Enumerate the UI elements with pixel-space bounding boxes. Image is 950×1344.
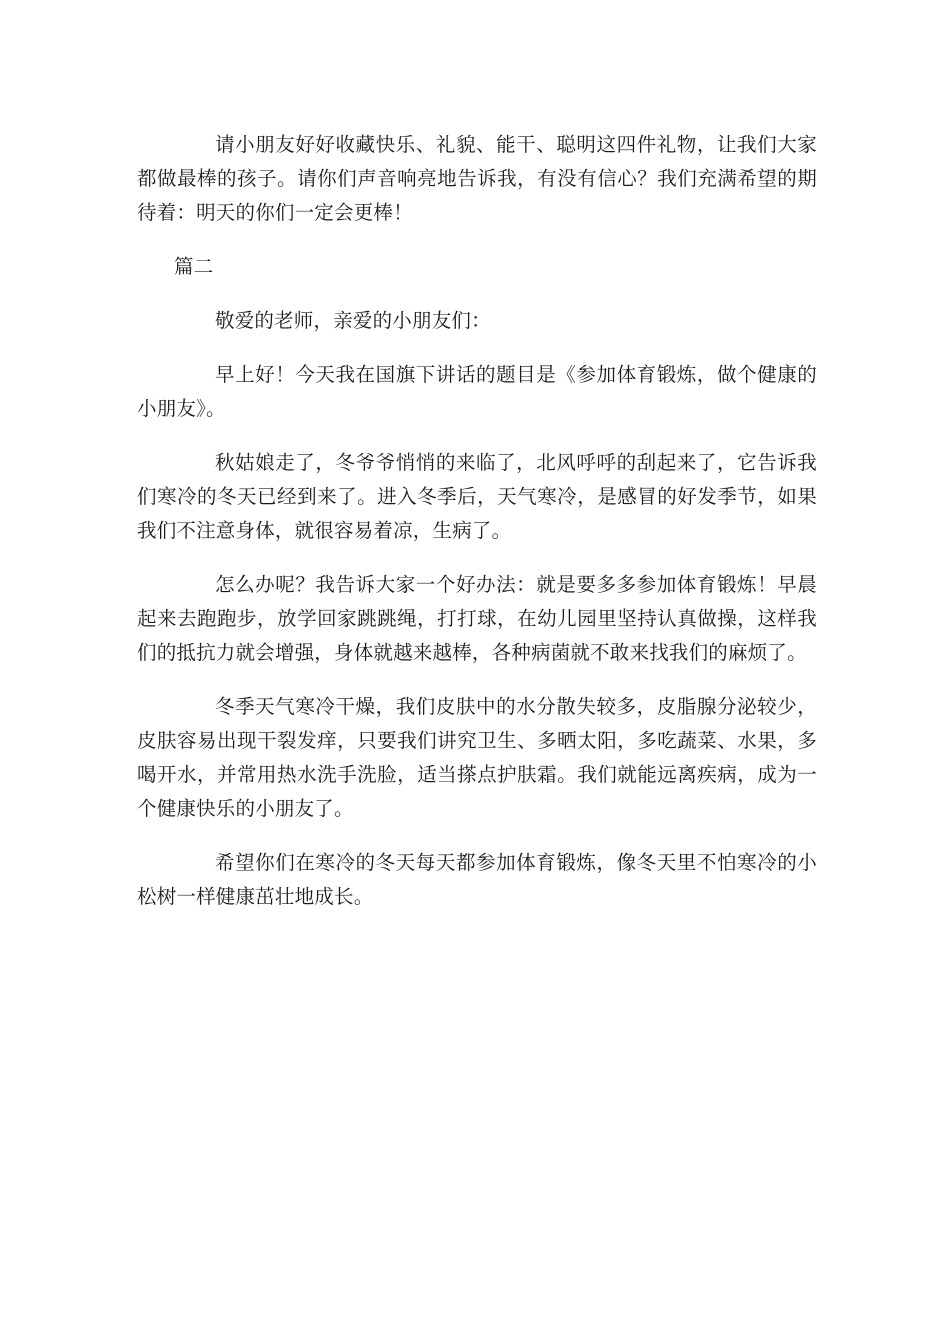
paragraph-greeting-topic: 早上好！今天我在国旗下讲话的题目是《参加体育锻炼，做个健康的小朋友》。 bbox=[137, 363, 817, 420]
paragraph-closing-wish: 希望你们在寒冷的冬天每天都参加体育锻炼，像冬天里不怕寒冷的小松树一样健康茁壮地成长。 bbox=[137, 851, 817, 908]
document-page bbox=[137, 128, 817, 914]
paragraph-gifts-closing: 请小朋友好好收藏快乐、礼貌、能干、聪明这四件礼物，让我们大家都做最棒的孩子。请你们声音响亮地告诉我，有没有信心？我们充满希望的期待着：明天的你们一定会更棒！ bbox=[137, 133, 817, 224]
paragraph-winter-arrives: 秋姑娘走了，冬爷爷悄悄的来临了，北风呼呼的刮起来了，它告诉我们寒冷的冬天已经到来了。进入冬季后，天气寒冷，是感冒的好发季节，如果我们不注意身体，就很容易着凉，生病了。 bbox=[137, 451, 817, 542]
salutation: 敬爱的老师，亲爱的小朋友们： bbox=[215, 309, 491, 332]
section-heading: 篇二 bbox=[174, 255, 214, 278]
paragraph-exercise-advice: 怎么办呢？我告诉大家一个好办法：就是要多多参加体育锻炼！早晨起来去跑跑步，放学回家跳跳绳，打打球，在幼儿园里坚持认真做操，这样我们的抵抗力就会增强，身体就越来越棒，各种病菌就不敢来找我们的麻烦了。 bbox=[137, 573, 817, 664]
paragraph-skin-care: 冬季天气寒冷干燥，我们皮肤中的水分散失较多，皮脂腺分泌较少，皮肤容易出现干裂发痒，只要我们讲究卫生、多晒太阳，多吃蔬菜、水果，多喝开水，并常用热水洗手洗脸，适当搽点护肤霜。我们就能远离疾病，成为一个健康快乐的小朋友了。 bbox=[137, 695, 817, 820]
